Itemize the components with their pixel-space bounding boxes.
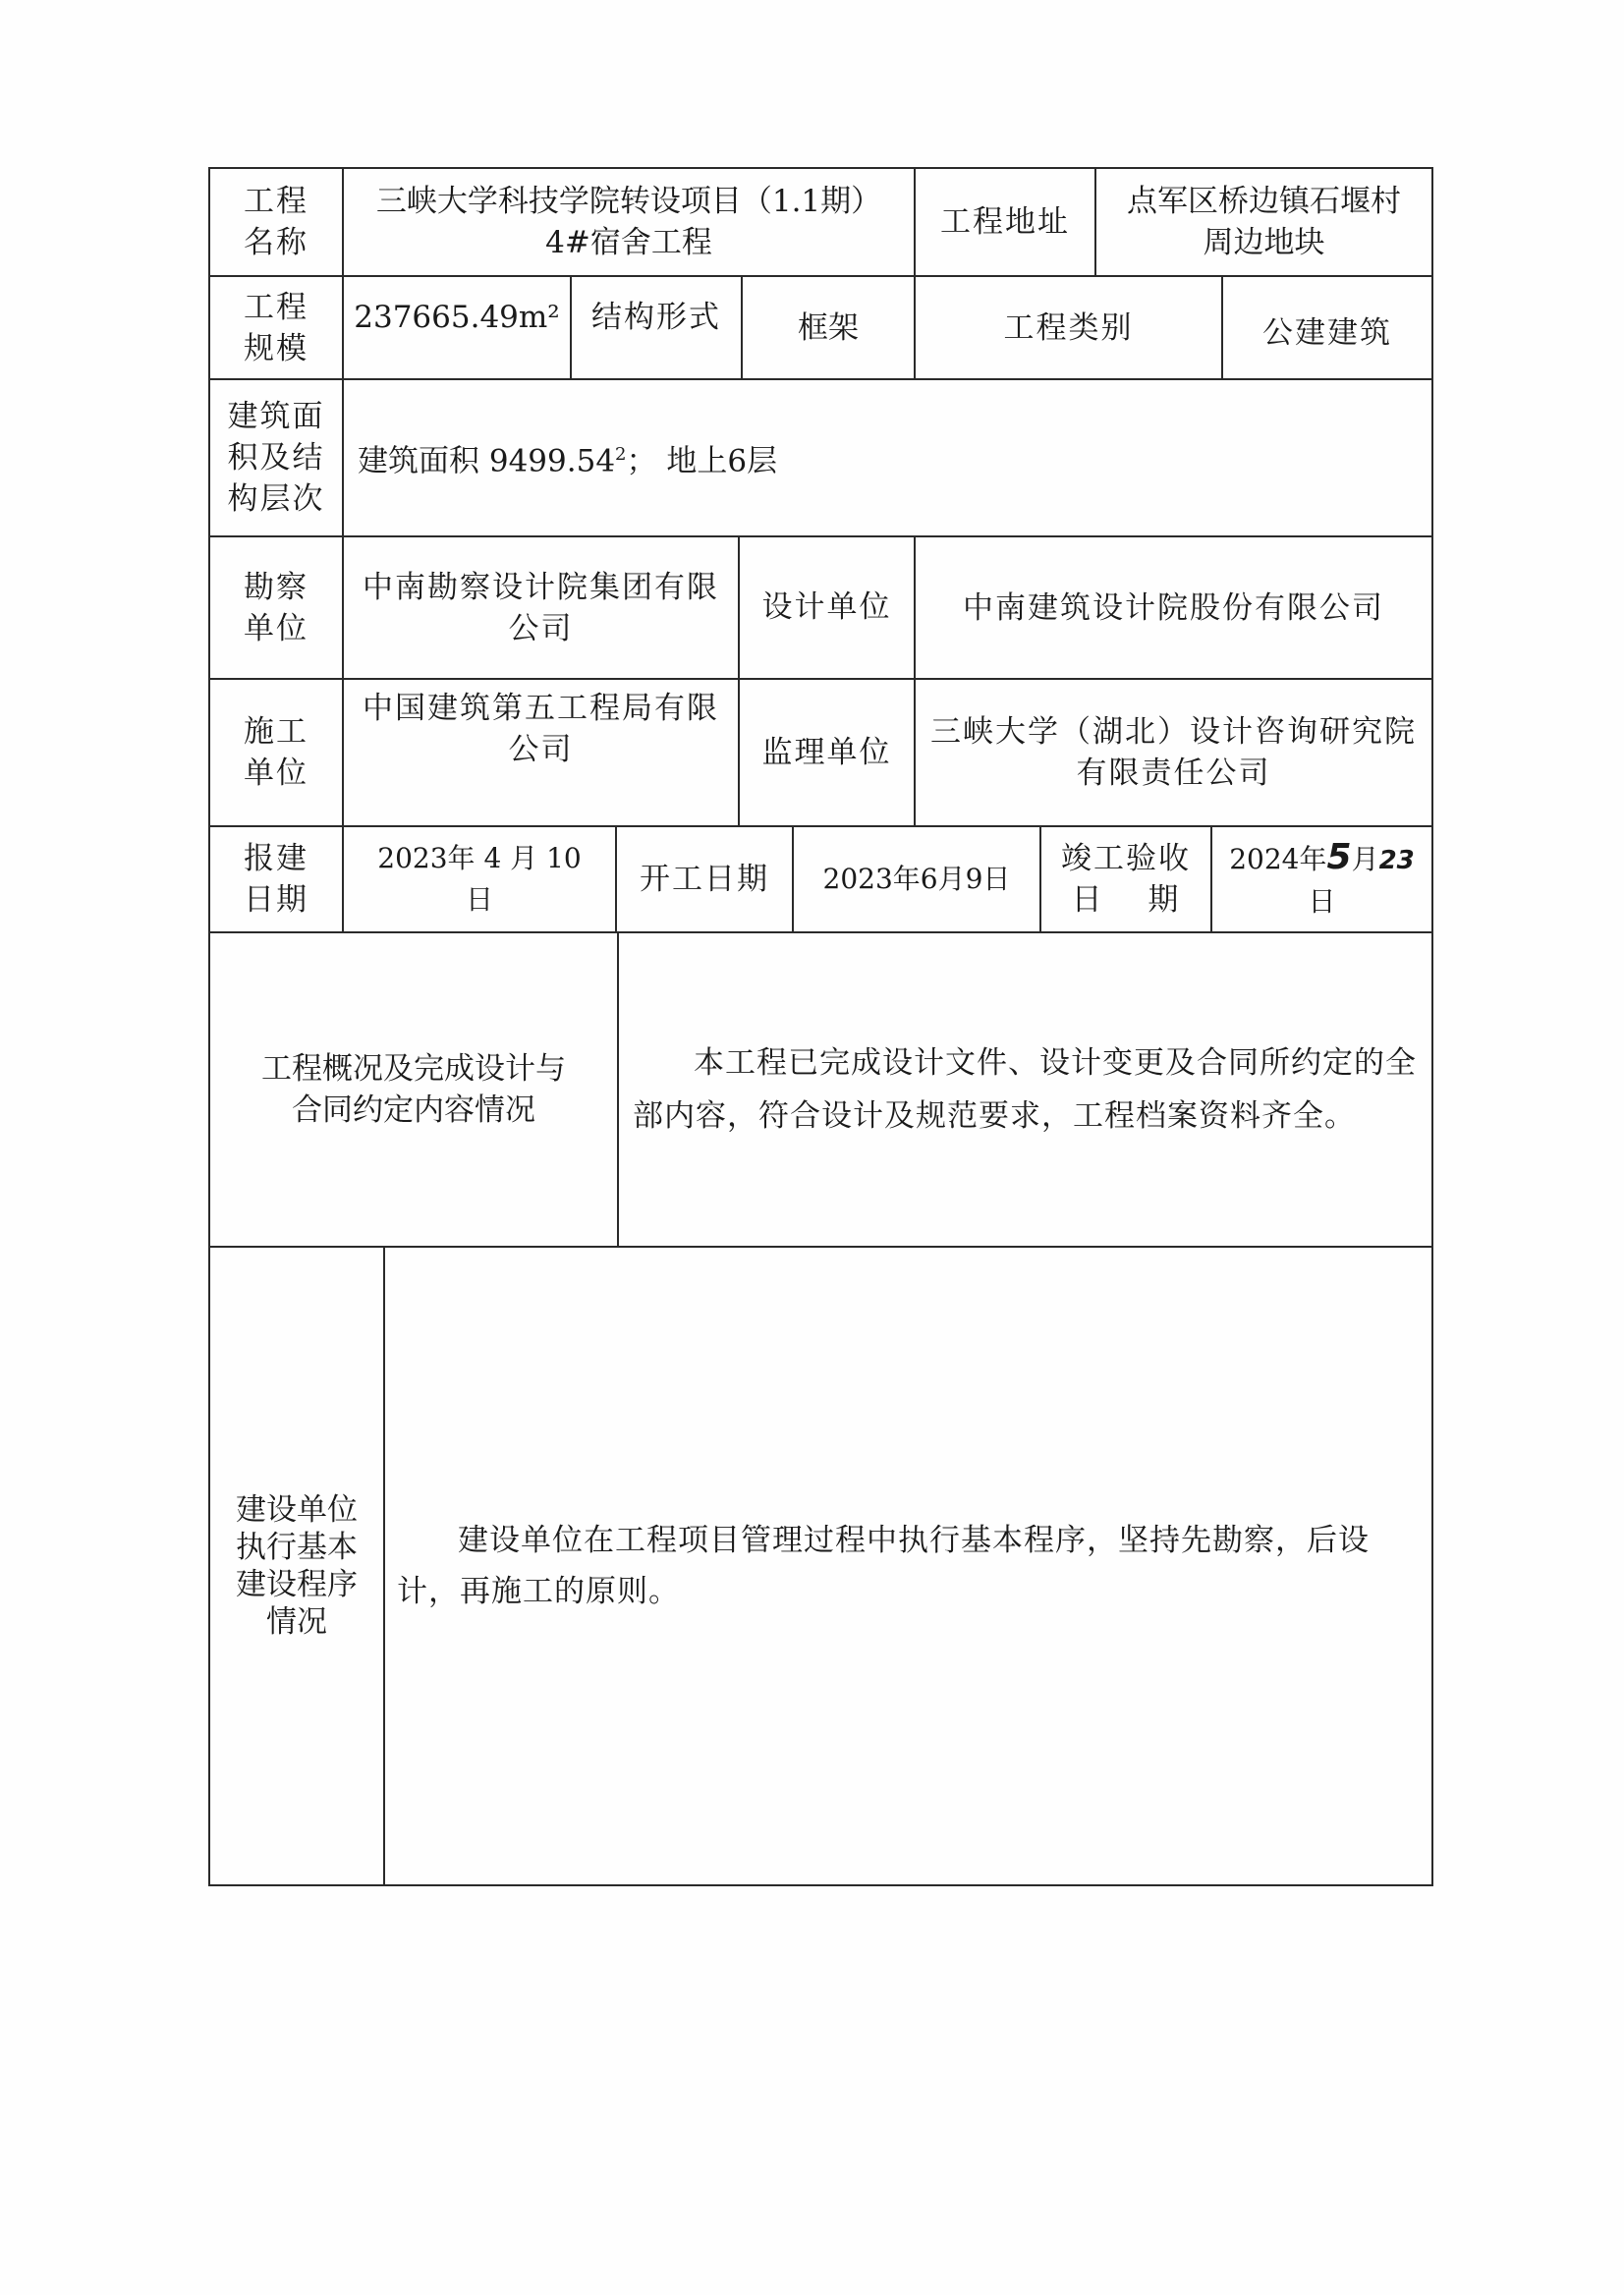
- handwritten-month: 5: [1326, 836, 1352, 877]
- start-date-value: 2023年6月9日: [792, 825, 1041, 933]
- structure-type-label: 结构形式: [570, 275, 743, 380]
- structure-type-value: 框架: [741, 275, 916, 380]
- construction-unit-value: 中国建筑第五工程局有限 公司: [342, 678, 740, 827]
- survey-unit-value: 中南勘察设计院集团有限 公司: [342, 535, 740, 680]
- start-date-label: 开工日期: [615, 825, 794, 933]
- project-category-value: 公建建筑: [1221, 275, 1433, 380]
- building-area-label: 建筑面 积及结 构层次: [208, 378, 344, 537]
- project-category-label: 工程类别: [914, 275, 1223, 380]
- completion-date-label: 竣工验收 日 期: [1039, 825, 1212, 933]
- completion-date-value: 2024年5月23日: [1210, 825, 1433, 933]
- construction-unit-label: 施工 单位: [208, 678, 344, 827]
- survey-unit-label: 勘察 单位: [208, 535, 344, 680]
- supervision-unit-label: 监理单位: [738, 678, 916, 827]
- design-unit-label: 设计单位: [738, 535, 916, 680]
- filing-date-label: 报建 日期: [208, 825, 344, 933]
- handwritten-day: 23: [1378, 845, 1415, 875]
- building-area-value: 建筑面积 9499.54$^2$； 地上6层: [342, 378, 1433, 537]
- overview-label: 工程概况及完成设计与 合同约定内容情况: [208, 931, 619, 1248]
- project-address-label: 工程地址: [914, 167, 1096, 277]
- project-address-value: 点军区桥边镇石堰村 周边地块: [1094, 167, 1433, 277]
- procedure-label: 建设单位 执行基本 建设程序 情况: [208, 1246, 385, 1886]
- design-unit-value: 中南建筑设计院股份有限公司: [914, 535, 1433, 680]
- filing-date-value: 2023年 4 月 10 日: [342, 825, 617, 933]
- project-scale-value: 237665.49m²: [342, 275, 572, 380]
- project-name-value: 三峡大学科技学院转设项目（1.1期） 4#宿舍工程: [342, 167, 916, 277]
- project-name-label: 工程 名称: [208, 167, 344, 277]
- supervision-unit-value: 三峡大学（湖北）设计咨询研究院 有限责任公司: [914, 678, 1433, 827]
- overview-value: 本工程已完成设计文件、设计变更及合同所约定的全部内容，符合设计及规范要求，工程档案资料齐全。: [617, 931, 1433, 1248]
- procedure-value: 建设单位在工程项目管理过程中执行基本程序，坚持先勘察，后设计，再施工的原则。: [383, 1246, 1433, 1886]
- project-scale-label: 工程 规模: [208, 275, 344, 380]
